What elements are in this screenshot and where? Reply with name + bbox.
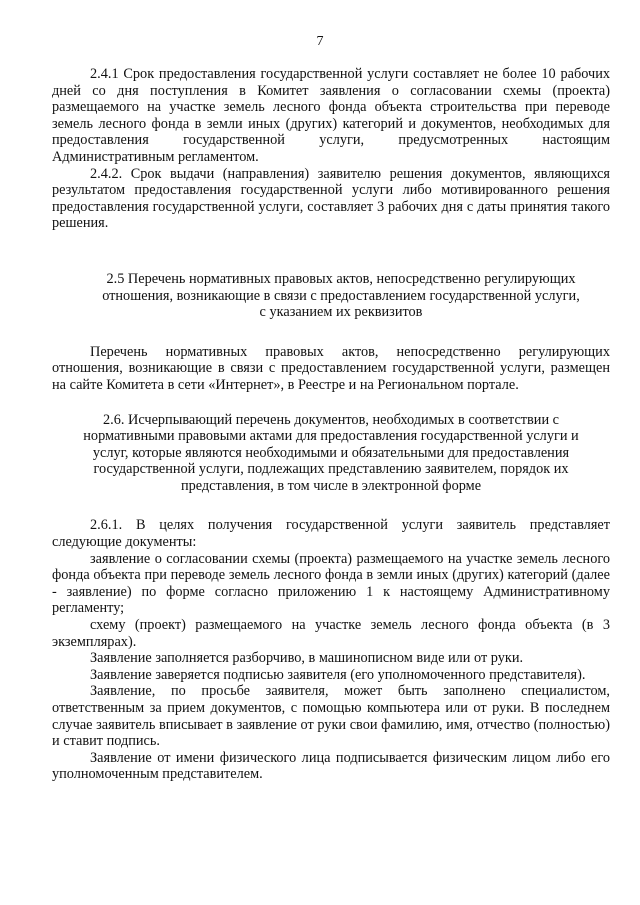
paragraph-filling: Заявление заполняется разборчиво, в машинописном виде или от руки. xyxy=(90,650,524,667)
paragraph-individual: Заявление от имени физического лица подписывается физическим лицом либо его уполномоченным представителем. xyxy=(52,749,610,783)
paragraph-scheme: схему (проект) размещаемого на участке земель лесного фонда объекта (в 3 экземплярах). xyxy=(52,617,610,650)
paragraph-signature: Заявление заверяется подписью заявителя (его уполномоченного представителя). xyxy=(90,666,586,683)
section-heading-2-5: 2.5 Перечень нормативных правовых актов, непосредственно регулирующих отношения, возникающие в связи с предоставлением государственной услуги, с указанием их реквизитов xyxy=(102,270,580,321)
paragraph-2-4-2: 2.4.2. Срок выдачи (направления) заявителю решения документов, являющихся результатом предоставления государственной услуги либо мотивированного решения предоставления государственной услуги, составляет 3 рабочих дня с даты принятия такого решения. xyxy=(52,165,610,232)
paragraph-2-5-text: Перечень нормативных правовых актов, непосредственно регулирующих отношения, возникающие в связи с предоставлением государственной услуги, размещен на сайте Комитета в сети «Интернет», в Реестре и на Региональном портале. xyxy=(52,343,610,393)
page-number: 7 xyxy=(316,34,324,49)
paragraph-2-4-1: 2.4.1 Срок предоставления государственной услуги составляет не более 10 рабочих дней со дня поступления в Комитет заявления о согласовании схемы (проекта) размещаемого на участке земель лесного фонда объекта строительства при переводе земель лесного фонда в земли иных (других) категорий и документов, необходимых для предоставления государственной услуги, предусмотренных настоящим Административным регламентом. xyxy=(52,66,610,165)
paragraph-specialist: Заявление, по просьбе заявителя, может быть заполнено специалистом, ответственным за прием документов, с помощью компьютера или от руки. В последнем случае заявитель вписывает в заявление от руки свои фамилию, имя, отчество (полностью) и ставит подпись. xyxy=(52,683,610,750)
document-body xyxy=(52,66,610,783)
paragraph-2-6-1: 2.6.1. В целях получения государственной услуги заявитель представляет следующие документы: xyxy=(52,517,610,551)
paragraph-application-form: заявление о согласовании схемы (проекта) размещаемого на участке земель лесного фонда объекта при переводе земель лесного фонда в земли иных (других) категорий (далее - заявление) по форме согласно приложению 1 к настоящему Административному регламенту; xyxy=(52,550,610,617)
section-heading-2-6: 2.6. Исчерпывающий перечень документов, необходимых в соответствии с нормативными правовыми актами для предоставления государственной услуги и услуг, которые являются необходимыми и обязательными для предоставления государственной услуги, подлежащих представлению заявителем, порядок их представления, в том числе в электронной форме xyxy=(83,411,579,494)
